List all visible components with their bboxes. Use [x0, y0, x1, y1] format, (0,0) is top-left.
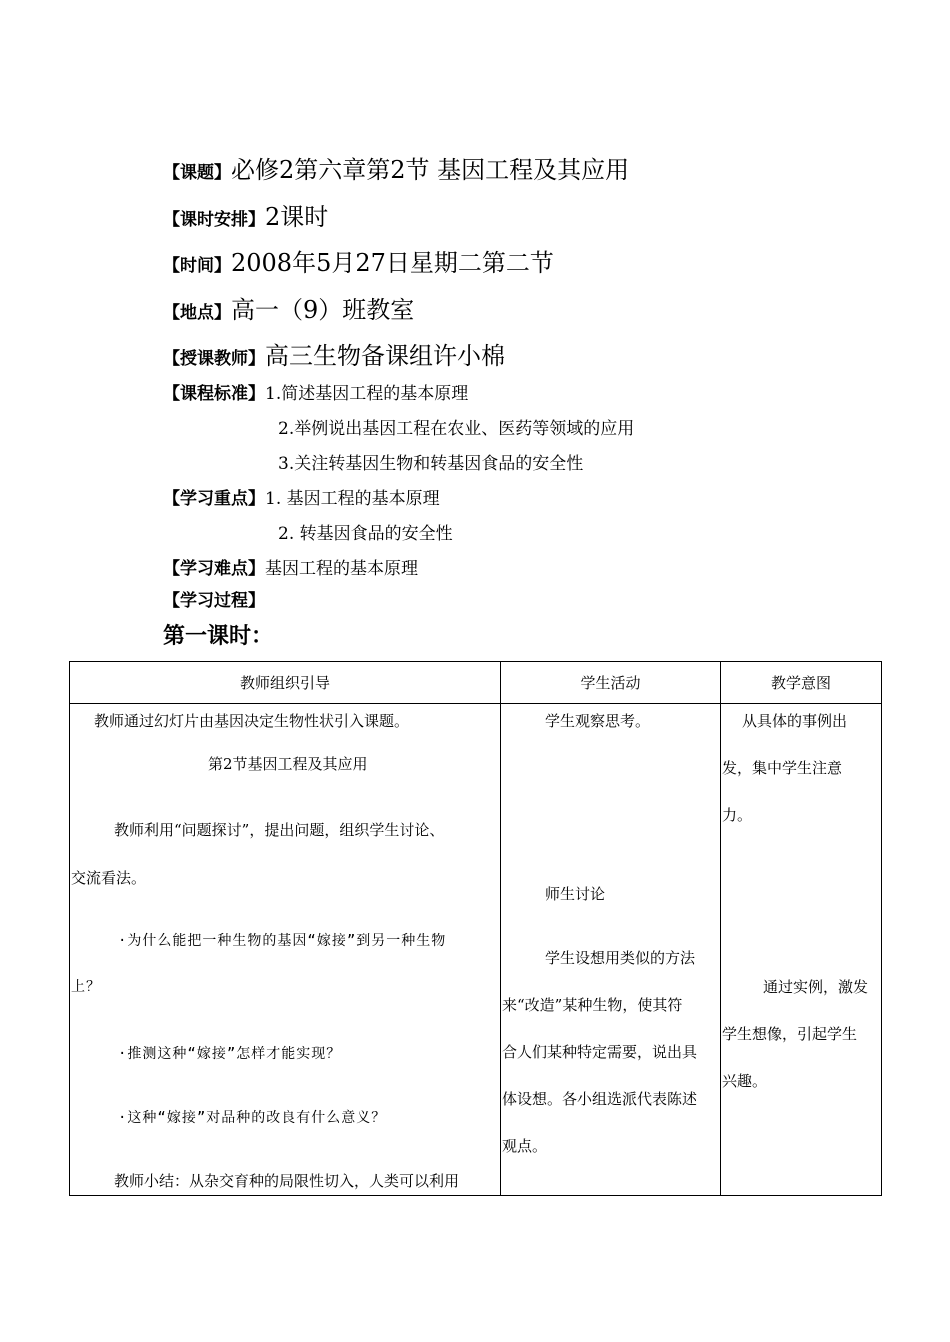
teacher-line: ·推测这种“嫁接”怎样才能实现？ — [118, 1046, 342, 1062]
student-line: 观点。 — [502, 1137, 548, 1155]
student-line: 师生讨论 — [545, 885, 606, 903]
teacher-line: ·这种“嫁接”对品种的改良有什么意义？ — [118, 1110, 387, 1126]
table-row — [70, 704, 882, 1196]
intent-line: 力。 — [722, 806, 753, 824]
difficulty-label: 【学习难点】 — [163, 559, 265, 579]
table-header-row — [70, 662, 882, 704]
teacher-guidance-cell — [70, 704, 501, 1196]
standards-row — [163, 379, 468, 404]
teacher-line: 教师利用“问题探讨”，提出问题，组织学生讨论、 — [114, 821, 445, 839]
standards-item: 1.简述基因工程的基本原理 — [265, 384, 469, 404]
time-row — [163, 243, 554, 278]
place-value: 高一（9）班教室 — [231, 296, 415, 324]
focus-row — [163, 484, 440, 509]
teacher-line: 第2节基因工程及其应用 — [208, 755, 368, 773]
process-label: 【学习过程】 — [163, 591, 265, 611]
place-label: 【地点】 — [163, 303, 231, 323]
teacher-label: 【授课教师】 — [163, 349, 265, 369]
focus-item: 1. 基因工程的基本原理 — [265, 489, 440, 509]
topic-value: 必修2第六章第2节 基因工程及其应用 — [231, 156, 630, 184]
schedule-label: 【课时安排】 — [163, 210, 265, 230]
topic-row — [163, 150, 629, 185]
standards-item: 3.关注转基因生物和转基因食品的安全性 — [278, 454, 584, 474]
standards-label: 【课程标准】 — [163, 384, 265, 404]
topic-label: 【课题】 — [163, 163, 231, 183]
time-label: 【时间】 — [163, 256, 231, 276]
teacher-value: 高三生物备课组许小棉 — [265, 342, 505, 370]
intent-line: 从具体的事例出 — [742, 712, 848, 730]
teacher-line: ·为什么能把一种生物的基因“嫁接”到另一种生物 — [118, 933, 447, 949]
place-row — [163, 290, 414, 325]
teacher-line: 上？ — [71, 979, 101, 995]
student-line: 来“改造”某种生物，使其符 — [502, 996, 683, 1014]
student-line: 学生观察思考。 — [545, 712, 651, 730]
column-header: 教师组织引导 — [70, 662, 501, 704]
difficulty-row — [163, 554, 418, 579]
teacher-line: 教师小结：从杂交育种的局限性切入，人类可以利用 — [114, 1172, 460, 1190]
teacher-line: 交流看法。 — [71, 869, 147, 887]
teaching-intent-cell — [721, 704, 882, 1196]
teacher-row — [163, 336, 505, 371]
intent-line: 兴趣。 — [722, 1072, 768, 1090]
intent-line: 发，集中学生注意 — [722, 759, 843, 777]
student-line: 合人们某种特定需要，说出具 — [502, 1043, 698, 1061]
time-value: 2008年5月27日星期二第二节 — [231, 249, 554, 277]
student-line: 学生设想用类似的方法 — [545, 949, 696, 967]
process-row — [163, 586, 265, 611]
intent-line: 学生想像，引起学生 — [722, 1025, 858, 1043]
schedule-value: 2课时 — [265, 203, 329, 231]
focus-item: 2. 转基因食品的安全性 — [278, 524, 453, 544]
column-header: 教学意图 — [721, 662, 882, 704]
teacher-line: 教师通过幻灯片由基因决定生物性状引入课题。 — [94, 712, 410, 730]
student-line: 体设想。各小组选派代表陈述 — [502, 1090, 698, 1108]
focus-label: 【学习重点】 — [163, 489, 265, 509]
standards-item: 2.举例说出基因工程在农业、医药等领域的应用 — [278, 419, 635, 439]
lesson-title: 第一课时： — [163, 624, 274, 649]
schedule-row — [163, 197, 328, 232]
difficulty-value: 基因工程的基本原理 — [265, 559, 418, 579]
intent-line: 通过实例，激发 — [763, 978, 869, 996]
lesson-plan-table — [69, 661, 882, 1196]
column-header: 学生活动 — [501, 662, 721, 704]
student-activity-cell — [501, 704, 721, 1196]
